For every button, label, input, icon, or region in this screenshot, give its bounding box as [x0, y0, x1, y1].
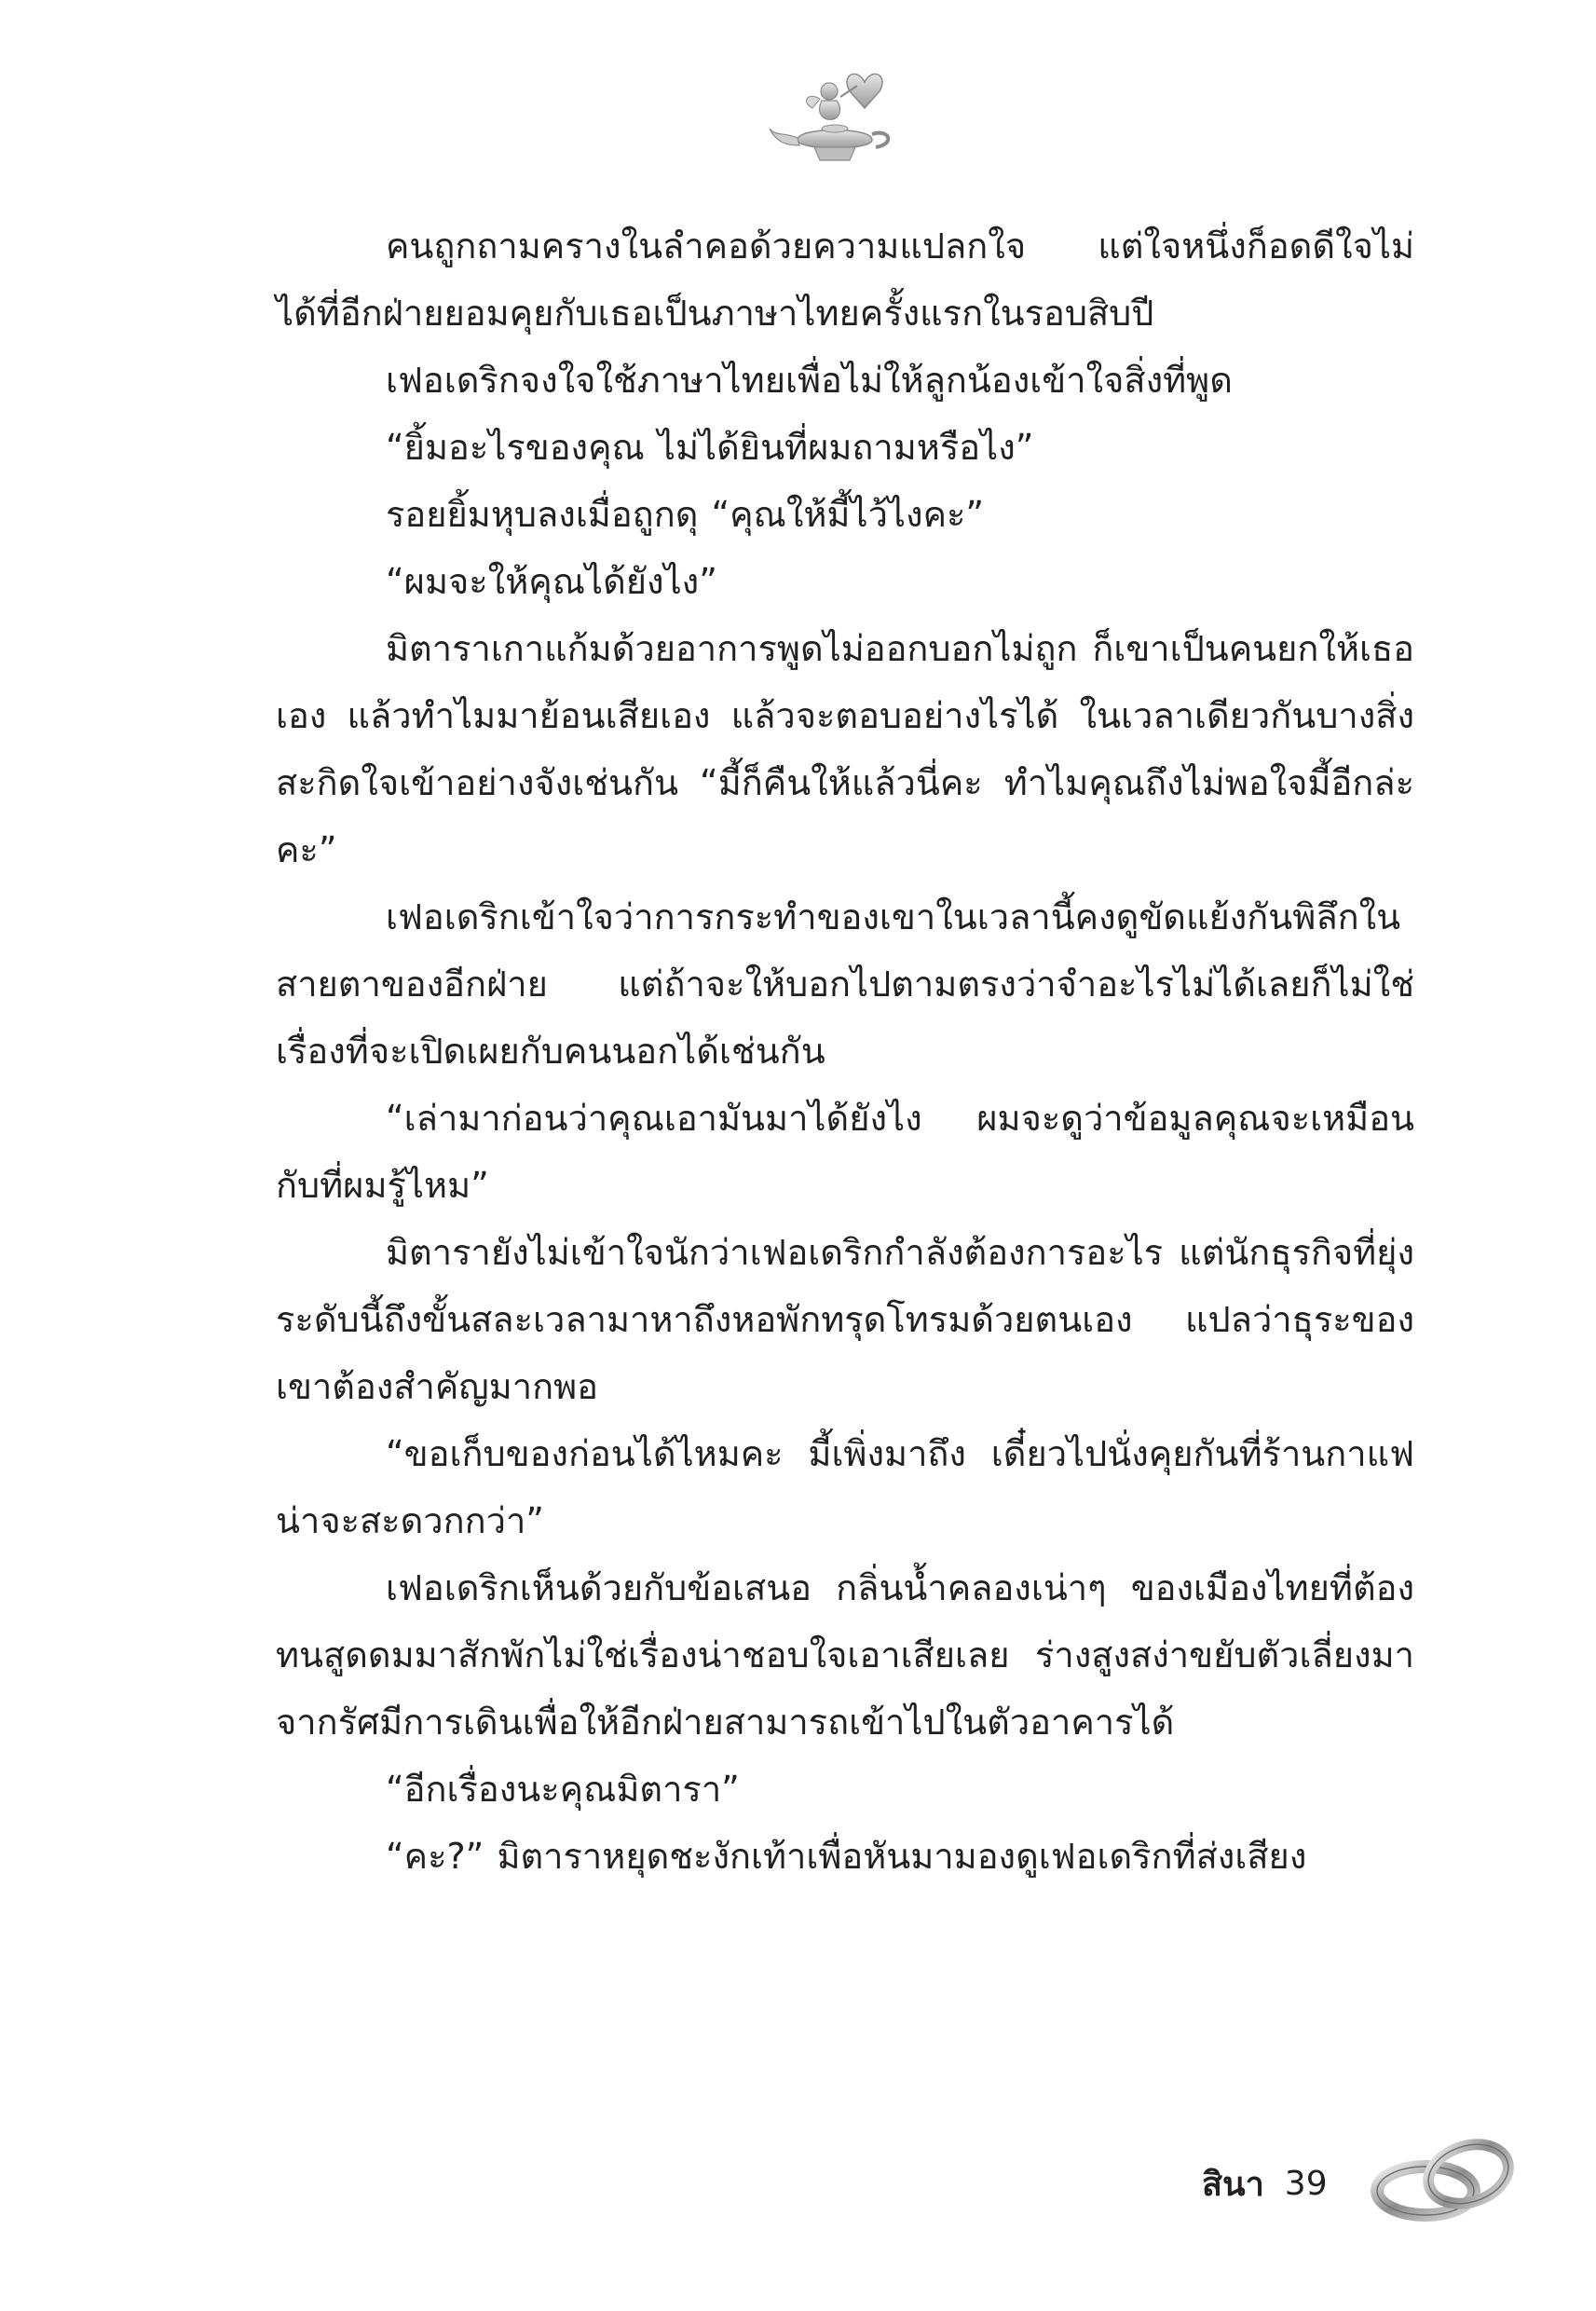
paragraph: เฟอเดริกเห็นด้วยกับข้อเสนอ กลิ่นน้ำคลองเน่าๆ ของเมืองไทยที่ต้องทนสูดดมมาสักพักไม่ใช่เรื่องน่าชอบใจเอาเสียเลย ร่างสูงสง่าขยับตัวเลี่ยงมาจากรัศมีการเดินเพื่อให้อีกฝ่ายสามารถเข้าไปในตัวอาคารได้ — [276, 1567, 1414, 1743]
paragraph: มิตาราเกาแก้มด้วยอาการพูดไม่ออกบอกไม่ถูก ก็เขาเป็นคนยกให้เธอเอง แล้วทำไมมาย้อนเสียเอง แล้วจะตอบอย่างไรได้ ในเวลาเดียวกันบางสิ่งสะกิดใจเข้าอย่างจังเช่นกัน “มี้ก็คืนให้แล้วนี่คะ ทำไมคุณถึงไม่พอใจมี้อีกล่ะคะ” — [276, 628, 1414, 870]
paragraph: “ยิ้มอะไรของคุณ ไม่ได้ยินที่ผมถามหรือไง” — [386, 427, 1034, 468]
page-footer — [1202, 2151, 1328, 2216]
paragraph: มิตารายังไม่เข้าใจนักว่าเฟอเดริกกำลังต้องการอะไร แต่นักธุรกิจที่ยุ่งระดับนี้ถึงขั้นสละเวลามาหาถึงหอพักทรุดโทรมด้วยตนเอง แปลว่าธุระของเขาต้องสำคัญมากพอ — [276, 1232, 1414, 1407]
page-number: 39 — [1284, 2164, 1328, 2203]
paragraph: คนถูกถามครางในลำคอด้วยความแปลกใจ แต่ใจหนึ่งก็อดดีใจไม่ได้ที่อีกฝ่ายยอมคุยกับเธอเป็นภาษาไทยครั้งแรกในรอบสิบปี — [276, 226, 1414, 334]
paragraph: เฟอเดริกจงใจใช้ภาษาไทยเพื่อไม่ให้ลูกน้องเข้าใจสิ่งที่พูด — [386, 360, 1233, 401]
paragraph: “เล่ามาก่อนว่าคุณเอามันมาได้ยังไง ผมจะดูว่าข้อมูลคุณจะเหมือนกับที่ผมรู้ไหม” — [276, 1098, 1414, 1206]
paragraph: “อีกเรื่องนะคุณมิตารา” — [386, 1769, 740, 1810]
paragraph: “ผมจะให้คุณได้ยังไง” — [386, 561, 717, 602]
paragraph: รอยยิ้มหุบลงเมื่อถูกดุ “คุณให้มี้ไว้ไงคะ” — [386, 494, 985, 535]
wedding-rings-icon — [1368, 2127, 1526, 2230]
paragraph: “ขอเก็บของก่อนได้ไหมคะ มี้เพิ่งมาถึง เดี๋ยวไปนั่งคุยกันที่ร้านกาแฟน่าจะสะดวกกว่า” — [276, 1433, 1414, 1541]
body-text — [276, 212, 1414, 1890]
paragraph: เฟอเดริกเข้าใจว่าการกระทำของเขาในเวลานี้คงดูขัดแย้งกันพิลึกในสายตาของอีกฝ่าย แต่ถ้าจะให้บอกไปตามตรงว่าจำอะไรไม่ได้เลยก็ไม่ใช่เรื่องที่จะเปิดเผยกับคนนอกได้เช่นกัน — [276, 896, 1414, 1072]
cupid-teapot-ornament-icon — [760, 54, 909, 175]
paragraph: “คะ?” มิตาราหยุดชะงักเท้าเพื่อหันมามองดูเฟอเดริกที่ส่งเสียง — [386, 1836, 1307, 1877]
running-title: สินา — [1202, 2165, 1264, 2204]
